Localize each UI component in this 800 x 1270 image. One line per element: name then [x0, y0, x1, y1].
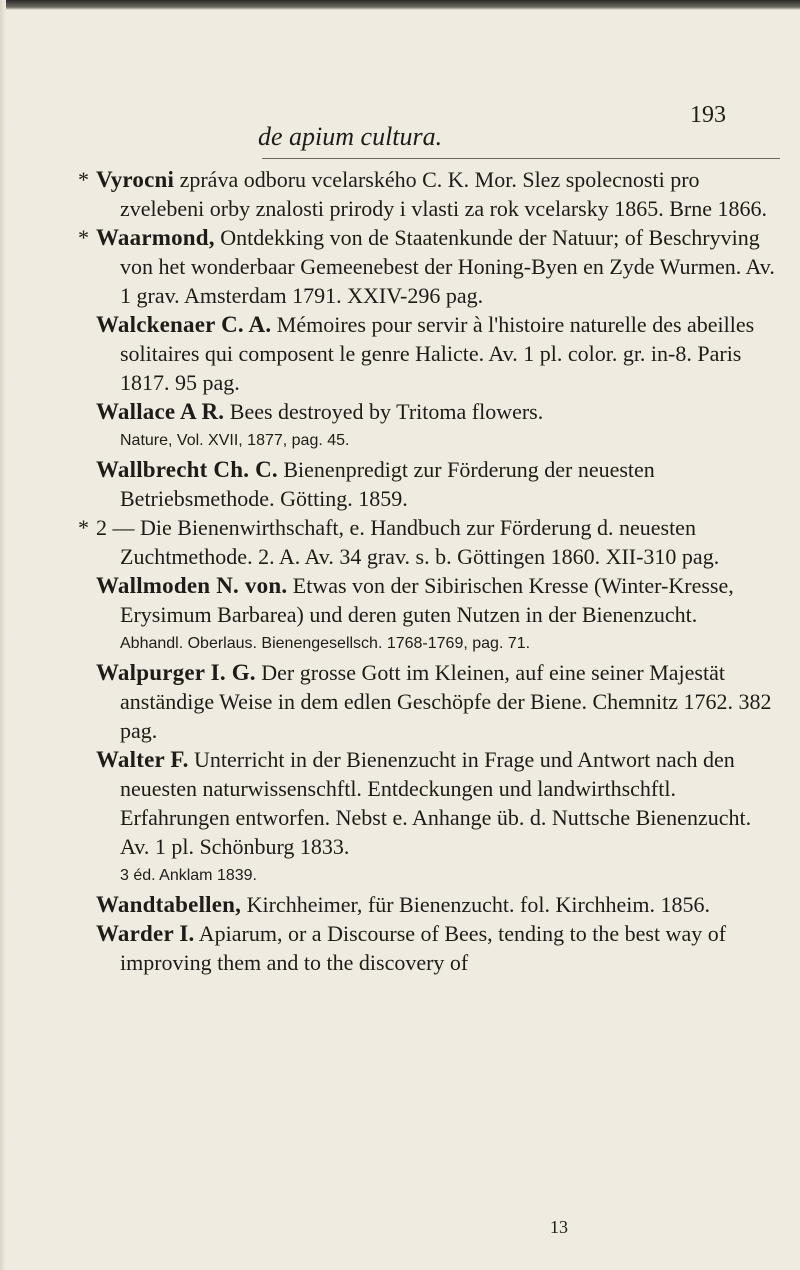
bibliography-list: [0, 165, 800, 977]
page-header: [80, 102, 780, 158]
entry-note: Abhandl. Oberlaus. Bienengesellsch. 1768-1769, pag. 71.: [120, 635, 531, 652]
entry-text: Unterricht in der Bienenzucht in Frage und Antwort nach den neuesten naturwissenschftl. Entdeckungen und landwirthschftl. Erfahrungen entworfen. Nebst e. Anhange üb. d. Nuttsche Bienenzucht. Av. 1 pl. Schönburg 1833.: [120, 747, 752, 859]
entry-author: Wallace A R.: [96, 399, 225, 424]
entry-wallmoden: [98, 571, 778, 629]
entry-text: Bees destroyed by Tritoma flowers.: [224, 399, 544, 424]
page-number: 193: [690, 102, 726, 128]
entry-text: zpráva odboru vcelarského C. K. Mor. Slez spolecnosti pro zvelebeni orby znalosti prirody i vlasti za rok vcelarsky 1865. Brne 1866.: [120, 167, 767, 221]
entry-warder: [98, 919, 778, 977]
entry-note: Nature, Vol. XVII, 1877, pag. 45.: [120, 432, 350, 449]
entry-text: Mémoires pour servir à l'histoire naturelle des abeilles solitaires qui composent le genre Halicte. Av. 1 pl. color. gr. in-8. Paris 1817. 95 pag.: [120, 312, 755, 395]
entry-wallbrecht-2: * 2 — Die Bienenwirthschaft, e. Handbuch zur Förderung d. neuesten Zuchtmethode. 2. A. Av. 34 grav. s. b. Göttingen 1860. XII-310 pag.: [78, 515, 720, 569]
entry-waarmond: * Waarmond, Ontdekking von de Staatenkunde der Natuur; of Beschryving von het wonderbaar Gemeenebest der Honing-Byen en Zyde Wurmen. Av. 1 grav. Amsterdam 1791. XXIV-296 pag.: [78, 225, 775, 308]
entry-wandtabellen: [98, 890, 778, 919]
entry-author: Walpurger I. G.: [96, 660, 256, 685]
entry-author: Wallbrecht Ch. C.: [96, 457, 278, 482]
signature-mark: 13: [550, 1217, 568, 1237]
entry-author: Warder I.: [96, 921, 195, 946]
entry-note: 3 éd. Anklam 1839.: [120, 867, 257, 884]
entry-walpurger: [98, 658, 778, 745]
entry-text: 2 — Die Bienenwirthschaft, e. Handbuch zur Förderung d. neuesten Zuchtmethode. 2. A. Av. 34 grav. s. b. Göttingen 1860. XII-310 pag.: [96, 515, 720, 569]
header-rule: [262, 158, 780, 159]
entry-walckenaer: [98, 310, 778, 397]
entry-author: Vyrocni: [96, 167, 175, 192]
entry-text: Der grosse Gott im Kleinen, auf eine seiner Majestät anständige Weise in dem edlen Geschöpfe der Biene. Chemnitz 1762. 382 pag.: [120, 660, 772, 743]
page-top-edge: [0, 0, 800, 10]
entry-wallace: [98, 397, 778, 426]
entry-author: Walter F.: [96, 747, 189, 772]
entry-text: Kirchheimer, für Bienenzucht. fol. Kirchheim. 1856.: [241, 892, 711, 917]
entry-author: Waarmond,: [96, 225, 215, 250]
entry-text: Ontdekking von de Staatenkunde der Natuur; of Beschryving von het wonderbaar Gemeenebest der Honing-Byen en Zyde Wurmen. Av. 1 grav. Amsterdam 1791. XXIV-296 pag.: [120, 225, 775, 308]
entry-walter: [98, 745, 778, 861]
entry-wallbrecht: [98, 455, 778, 513]
entry-author: Wallmoden N. von.: [96, 573, 288, 598]
entry-text: Bienenpredigt zur Förderung der neuesten Betriebsmethode. Götting. 1859.: [120, 457, 655, 511]
running-title: de apium cultura.: [258, 122, 443, 151]
entry-text: Apiarum, or a Discourse of Bees, tending to the best way of improving them and to the discovery of: [120, 921, 727, 975]
entry-author: Wandtabellen,: [96, 892, 242, 917]
entry-author: Walckenaer C. A.: [96, 312, 272, 337]
entry-text: Etwas von der Sibirischen Kresse (Winter-Kresse, Erysimum Barbarea) und deren guten Nutzen in der Bienenzucht.: [120, 573, 734, 627]
entry-vyrocni: * Vyrocni zpráva odboru vcelarského C. K. Mor. Slez spolecnosti pro zvelebeni orby znalosti prirody i vlasti za rok vcelarsky 1865. Brne 1866.: [78, 167, 767, 221]
